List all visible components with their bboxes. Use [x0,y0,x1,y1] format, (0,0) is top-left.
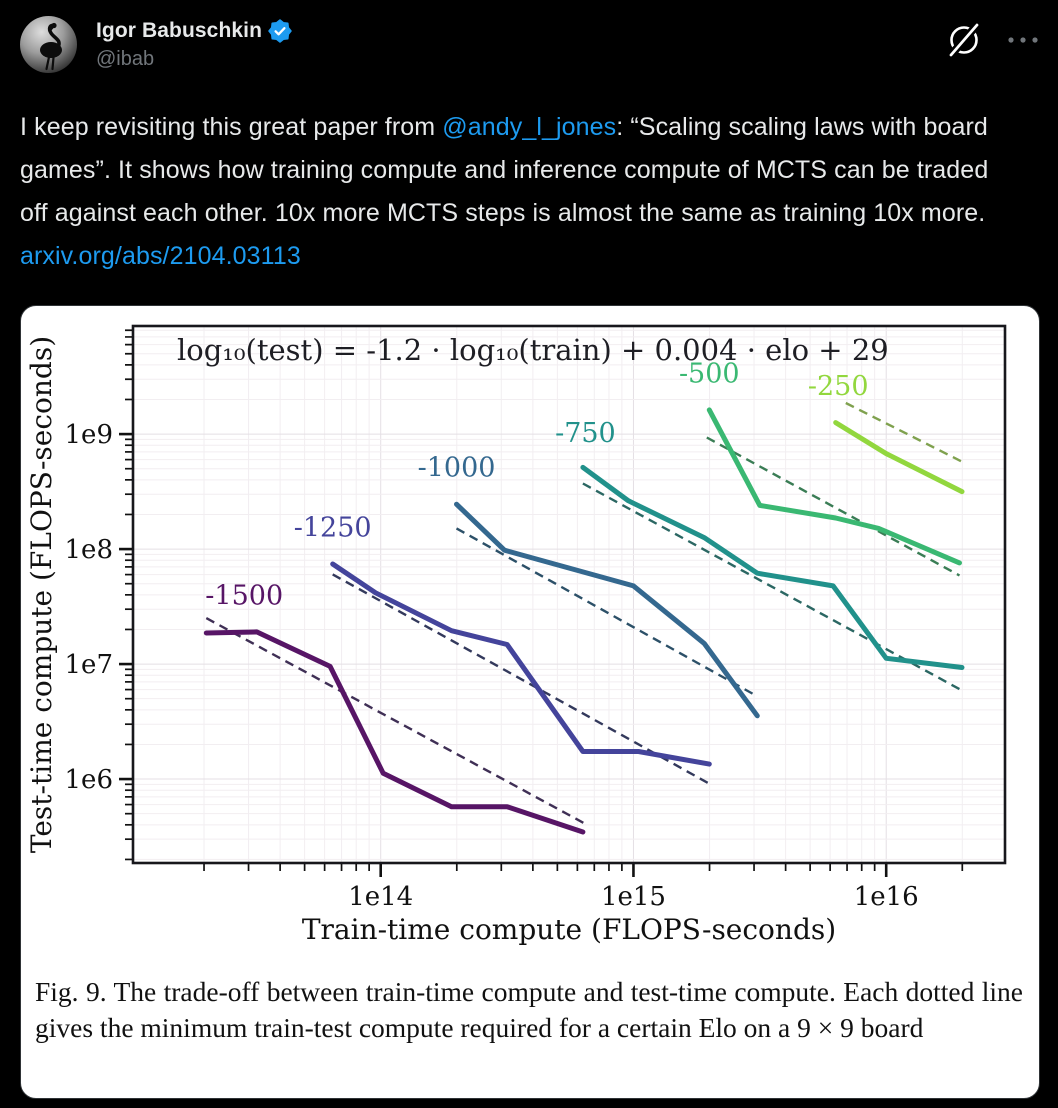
elo-label--750: -750 [555,418,616,450]
y-tick-label: 1e9 [64,420,113,451]
y-tick-label: 1e8 [64,535,113,566]
tweet-text-segment: I keep revisiting this great paper from [20,113,443,141]
tweet-link[interactable]: @andy_l_jones [442,113,617,141]
x-tick-label: 1e14 [348,882,414,912]
elo-label--1000: -1000 [417,452,496,484]
tweet-text-segment: : “Scaling scaling laws with board games”. It shows how training compute and inference compute of MCTS can be traded off against each other. 10x more MCTS steps is almost the same as training 10x more. [20,113,989,227]
tweet-text [20,106,1022,278]
grok-icon[interactable] [944,20,984,60]
display-name[interactable]: Igor Babuschkin [96,19,263,42]
user-handle[interactable]: @ibab [96,48,155,70]
y-axis-title: Test-time compute (FLOPS-seconds) [25,335,58,854]
elo-curve--500 [709,410,959,563]
y-tick-label: 1e6 [64,765,113,796]
elo-label--1250: -1250 [293,512,372,544]
x-tick-label: 1e15 [600,882,666,912]
flamingo-avatar-image [20,16,77,73]
elo-label--1500: -1500 [205,580,284,612]
tweet-link[interactable]: arxiv.org/abs/2104.03113 [20,242,301,270]
fit-line--250 [846,403,962,462]
x-tick-label: 1e16 [853,882,919,912]
avatar[interactable] [20,16,77,73]
fit-line--1500 [206,618,585,824]
elo-label--500: -500 [678,358,740,390]
verified-badge-icon [268,19,292,43]
attached-figure-card[interactable] [20,305,1040,1099]
elo-curve--250 [836,423,962,492]
tradeoff-chart [21,306,1037,972]
fit-equation: log₁₀(test) = -1.2 · log₁₀(train) + 0.004 · elo + 29 [177,333,889,367]
more-menu-icon[interactable] [1006,20,1040,60]
elo-curve--750 [583,467,962,667]
y-tick-label: 1e7 [64,650,113,681]
elo-label--250: -250 [807,370,869,402]
elo-curve--1500 [206,632,583,832]
figure-caption: Fig. 9. The trade-off between train-time compute and test-time compute. Each dotted line gives the minimum train-test compute required for a certain Elo on a 9 × 9 board [35,976,1023,1043]
x-axis-title: Train-time compute (FLOPS-seconds) [301,913,837,946]
